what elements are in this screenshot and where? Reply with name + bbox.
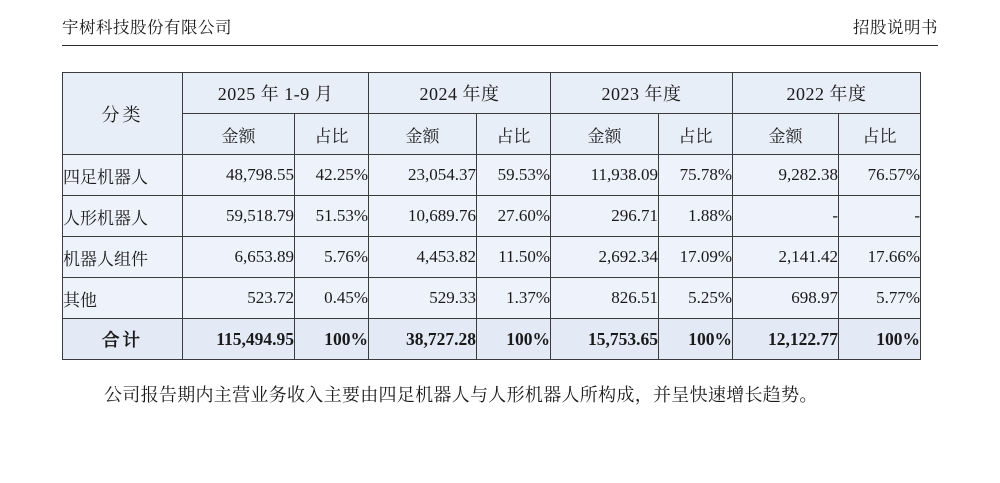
body-paragraph <box>62 375 920 416</box>
table-row <box>63 196 921 237</box>
total-cell-ratio: 100% <box>295 319 369 360</box>
column-header-amount-0: 金额 <box>183 114 295 155</box>
column-header-category: 分类 <box>63 73 183 155</box>
total-cell-ratio: 100% <box>659 319 733 360</box>
cell-ratio: 42.25% <box>295 155 369 196</box>
table-row <box>63 237 921 278</box>
cell-amount: 59,518.79 <box>183 196 295 237</box>
revenue-breakdown-table <box>62 72 920 360</box>
cell-ratio: 5.76% <box>295 237 369 278</box>
column-header-ratio-3: 占比 <box>839 114 921 155</box>
cell-ratio: 17.09% <box>659 237 733 278</box>
cell-ratio: 59.53% <box>477 155 551 196</box>
cell-amount: - <box>733 196 839 237</box>
cell-amount: 48,798.55 <box>183 155 295 196</box>
cell-ratio: 76.57% <box>839 155 921 196</box>
paragraph-text: 公司报告期内主营业务收入主要由四足机器人与人形机器人所构成，并呈快速增长趋势。 <box>104 385 818 405</box>
total-cell-ratio: 100% <box>477 319 551 360</box>
table-row <box>63 155 921 196</box>
total-cell-amount: 15,753.65 <box>551 319 659 360</box>
total-cell-amount: 115,494.95 <box>183 319 295 360</box>
cell-amount: 523.72 <box>183 278 295 319</box>
cell-ratio: 0.45% <box>295 278 369 319</box>
cell-amount: 2,692.34 <box>551 237 659 278</box>
total-row-label: 合计 <box>63 319 183 360</box>
column-header-amount-1: 金额 <box>369 114 477 155</box>
cell-amount: 698.97 <box>733 278 839 319</box>
cell-amount: 826.51 <box>551 278 659 319</box>
column-header-period-1: 2024 年度 <box>369 73 551 114</box>
header-company-name: 宇树科技股份有限公司 <box>62 18 232 37</box>
cell-ratio: - <box>839 196 921 237</box>
column-header-ratio-1: 占比 <box>477 114 551 155</box>
cell-ratio: 5.77% <box>839 278 921 319</box>
row-category: 其他 <box>63 278 183 319</box>
cell-ratio: 11.50% <box>477 237 551 278</box>
cell-amount: 4,453.82 <box>369 237 477 278</box>
running-header <box>62 14 938 38</box>
table-header-row-periods <box>63 73 921 114</box>
cell-ratio: 1.37% <box>477 278 551 319</box>
cell-amount: 296.71 <box>551 196 659 237</box>
row-category: 机器人组件 <box>63 237 183 278</box>
table-row <box>63 278 921 319</box>
cell-ratio: 75.78% <box>659 155 733 196</box>
total-cell-ratio: 100% <box>839 319 921 360</box>
cell-ratio: 51.53% <box>295 196 369 237</box>
cell-ratio: 1.88% <box>659 196 733 237</box>
cell-ratio: 27.60% <box>477 196 551 237</box>
table-header-row-metrics <box>63 114 921 155</box>
cell-amount: 11,938.09 <box>551 155 659 196</box>
cell-ratio: 5.25% <box>659 278 733 319</box>
cell-amount: 529.33 <box>369 278 477 319</box>
row-category: 人形机器人 <box>63 196 183 237</box>
total-cell-amount: 12,122.77 <box>733 319 839 360</box>
column-header-ratio-2: 占比 <box>659 114 733 155</box>
cell-amount: 23,054.37 <box>369 155 477 196</box>
column-header-amount-2: 金额 <box>551 114 659 155</box>
column-header-amount-3: 金额 <box>733 114 839 155</box>
column-header-period-3: 2022 年度 <box>733 73 921 114</box>
total-cell-amount: 38,727.28 <box>369 319 477 360</box>
cell-amount: 10,689.76 <box>369 196 477 237</box>
cell-ratio: 17.66% <box>839 237 921 278</box>
cell-amount: 9,282.38 <box>733 155 839 196</box>
column-header-period-0: 2025 年 1-9 月 <box>183 73 369 114</box>
cell-amount: 2,141.42 <box>733 237 839 278</box>
column-header-ratio-0: 占比 <box>295 114 369 155</box>
header-divider <box>62 45 938 46</box>
cell-amount: 6,653.89 <box>183 237 295 278</box>
row-category: 四足机器人 <box>63 155 183 196</box>
table-total-row <box>63 319 921 360</box>
header-doc-type: 招股说明书 <box>853 18 938 37</box>
column-header-period-2: 2023 年度 <box>551 73 733 114</box>
